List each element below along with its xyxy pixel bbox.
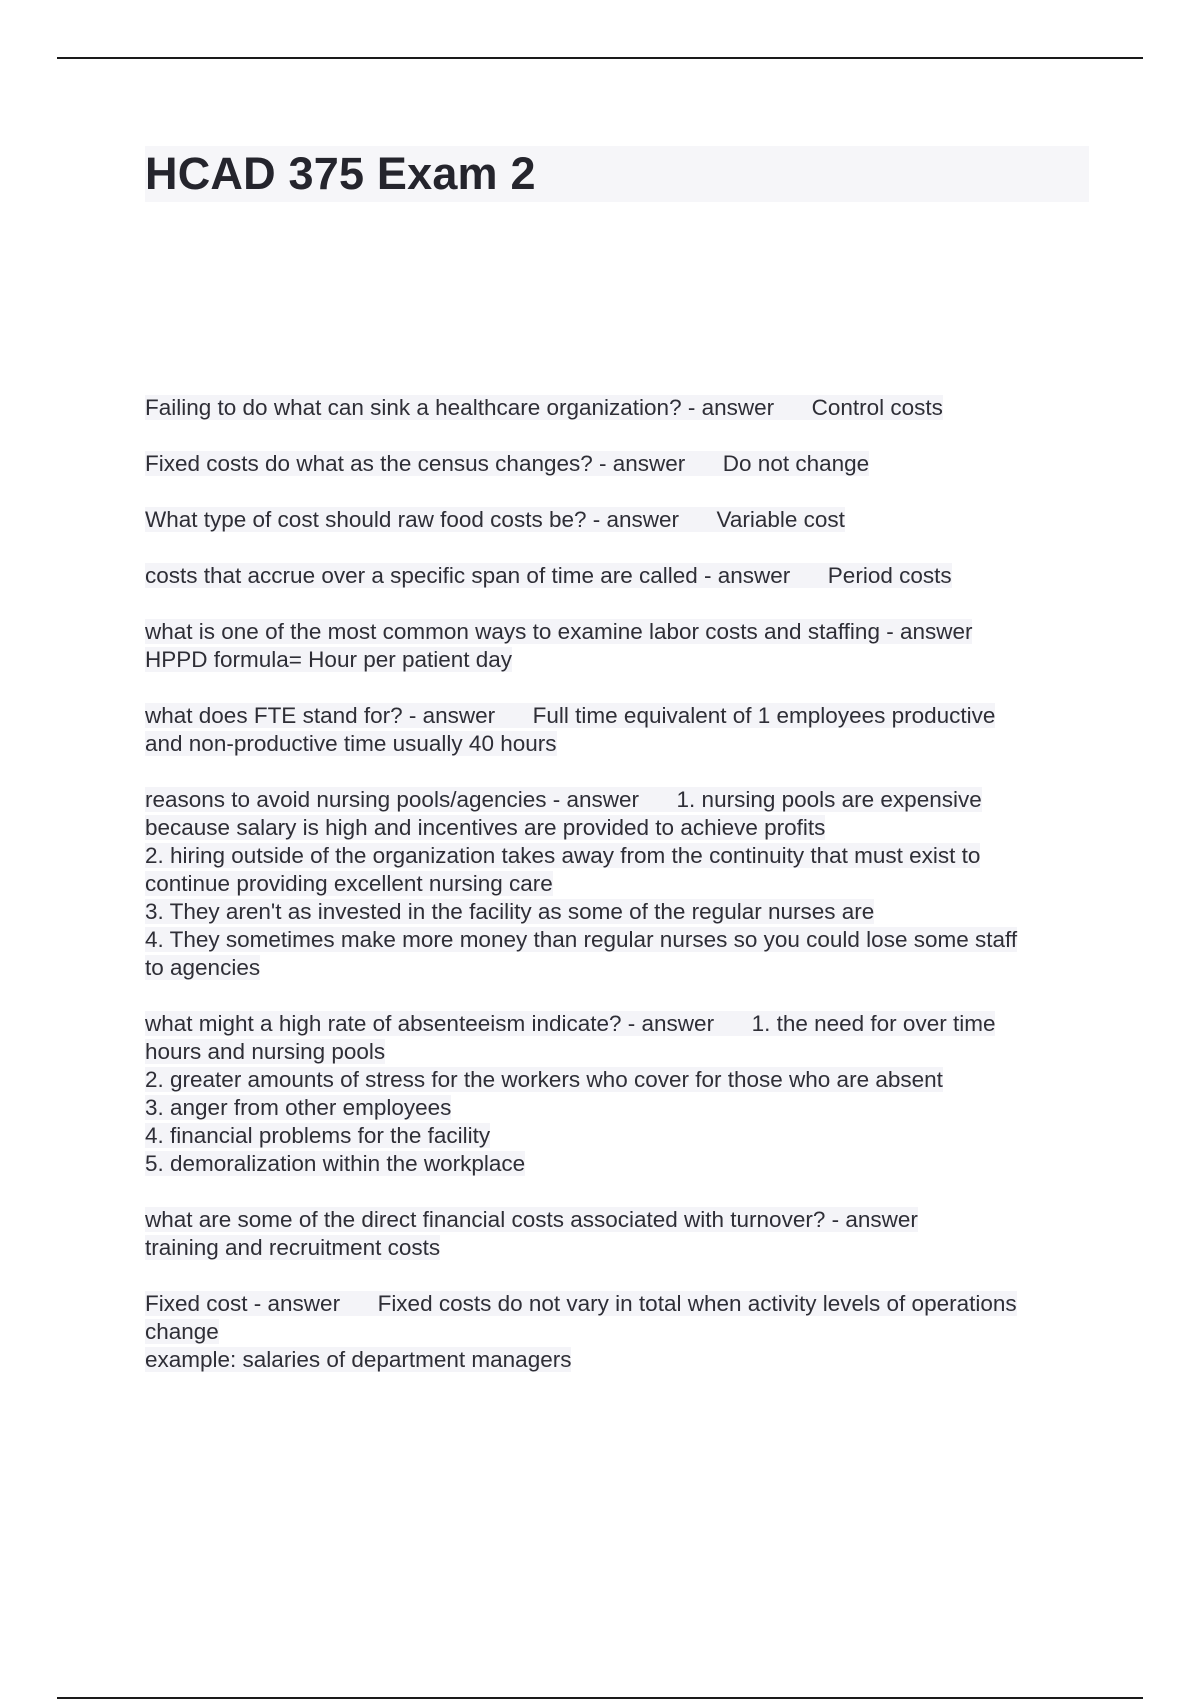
card-line: to agencies — [145, 955, 261, 980]
card-line: Fixed cost - answer Fixed costs do not vary in total when activity levels of operations — [145, 1291, 1017, 1316]
card-line: continue providing excellent nursing care — [145, 871, 553, 896]
flashcard — [145, 618, 1090, 674]
card-line: what are some of the direct financial costs associated with turnover? - answer — [145, 1207, 918, 1232]
flashcard — [145, 702, 1090, 758]
card-line: change — [145, 1319, 219, 1344]
flashcard-list — [145, 394, 1090, 1402]
card-line: HPPD formula= Hour per patient day — [145, 647, 513, 672]
card-line: 2. hiring outside of the organization takes away from the continuity that must exist to — [145, 843, 981, 868]
card-line: costs that accrue over a specific span of time are called - answer Period costs — [145, 563, 952, 588]
flashcard — [145, 786, 1090, 982]
card-line: 5. demoralization within the workplace — [145, 1151, 526, 1176]
card-line: 4. They sometimes make more money than regular nurses so you could lose some staff — [145, 927, 1018, 952]
card-line: example: salaries of department managers — [145, 1347, 572, 1372]
card-line: reasons to avoid nursing pools/agencies - answer 1. nursing pools are expensive — [145, 787, 982, 812]
card-line: and non-productive time usually 40 hours — [145, 731, 557, 756]
card-line: What type of cost should raw food costs be? - answer Variable cost — [145, 507, 845, 532]
card-line: 3. They aren't as invested in the facility as some of the regular nurses are — [145, 899, 875, 924]
flashcard — [145, 450, 1090, 478]
flashcard — [145, 562, 1090, 590]
card-line: training and recruitment costs — [145, 1235, 441, 1260]
flashcard — [145, 1290, 1090, 1374]
card-line: Fixed costs do what as the census changes? - answer Do not change — [145, 451, 870, 476]
card-line: Failing to do what can sink a healthcare organization? - answer Control costs — [145, 395, 943, 420]
card-line: what is one of the most common ways to examine labor costs and staffing - answer — [145, 619, 973, 644]
flashcard — [145, 394, 1090, 422]
bottom-rule — [57, 1697, 1143, 1699]
card-line: 3. anger from other employees — [145, 1095, 452, 1120]
card-line: because salary is high and incentives are provided to achieve profits — [145, 815, 826, 840]
document-title: HCAD 375 Exam 2 — [145, 148, 536, 199]
card-line: 4. financial problems for the facility — [145, 1123, 491, 1148]
card-line: hours and nursing pools — [145, 1039, 386, 1064]
card-line: what does FTE stand for? - answer Full time equivalent of 1 employees productive — [145, 703, 996, 728]
top-rule — [57, 57, 1143, 59]
card-line: 2. greater amounts of stress for the workers who cover for those who are absent — [145, 1067, 943, 1092]
flashcard — [145, 506, 1090, 534]
card-line: what might a high rate of absenteeism indicate? - answer 1. the need for over time — [145, 1011, 996, 1036]
flashcard — [145, 1206, 1090, 1262]
flashcard — [145, 1010, 1090, 1178]
